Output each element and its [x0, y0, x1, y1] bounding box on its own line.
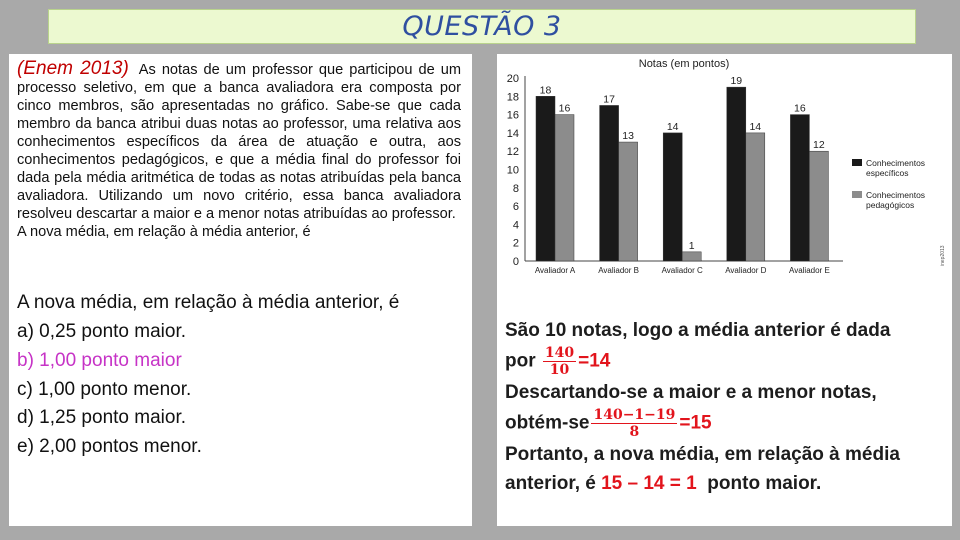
page-title: QUESTÃO 3 — [402, 11, 562, 42]
solution-line-3: Descartando-se a maior e a menor notas, — [505, 382, 877, 403]
bar-especificos — [727, 87, 746, 261]
solution-line-1: São 10 notas, logo a média anterior é dada — [505, 320, 891, 341]
legend-swatch — [852, 159, 862, 166]
data-label: 19 — [730, 75, 743, 88]
option-b-correct: b) 1,00 ponto maior — [17, 349, 182, 371]
data-label: 18 — [539, 84, 552, 97]
fraction-mean-new — [591, 407, 677, 440]
bar-chart — [497, 54, 952, 284]
solution-panel — [497, 54, 952, 526]
option-c: c) 1,00 ponto menor. — [17, 378, 192, 400]
legend-label: Conhecimentos — [866, 158, 926, 168]
solution-obtem: obtém-se — [505, 412, 590, 434]
data-label: 14 — [666, 120, 679, 133]
bar-pedagogicos — [555, 115, 574, 261]
data-label: 12 — [813, 139, 825, 152]
bar-especificos — [663, 133, 682, 261]
solution-por: por — [505, 350, 536, 372]
option-d: d) 1,25 ponto maior. — [17, 407, 186, 429]
option-e: e) 2,00 pontos menor. — [17, 436, 202, 458]
x-tick-label: Avaliador E — [789, 266, 830, 275]
solution-line-2 — [505, 345, 950, 378]
title-banner — [48, 9, 916, 44]
solution-line-5: Portanto, a nova média, em relação à média — [505, 444, 900, 465]
bar-pedagogicos — [809, 151, 828, 261]
y-tick-label: 10 — [506, 164, 519, 177]
chart-title: Notas (em pontos) — [638, 58, 730, 70]
solution-line-6 — [505, 469, 950, 498]
mean-old-result: =14 — [578, 350, 611, 372]
x-tick-label: Avaliador C — [661, 266, 703, 275]
question-text — [17, 60, 461, 241]
y-tick-label: 4 — [512, 219, 519, 232]
y-tick-label: 0 — [512, 256, 519, 268]
y-tick-label: 16 — [506, 109, 519, 122]
mean-new-result: =15 — [679, 412, 712, 434]
answer-options — [17, 292, 467, 462]
data-label: 13 — [622, 130, 634, 143]
bar-especificos — [536, 96, 555, 261]
legend-label: específicos — [866, 168, 909, 178]
x-tick-label: Avaliador B — [598, 266, 639, 275]
y-tick-label: 14 — [506, 127, 519, 140]
solution-anterior: anterior, é — [505, 473, 596, 494]
difference-expression: 15 – 14 = 1 — [601, 473, 697, 494]
question-panel — [9, 54, 472, 526]
bar-especificos — [790, 115, 809, 261]
x-tick-label: Avaliador A — [534, 266, 576, 275]
watermark: inep2013 — [940, 245, 946, 266]
y-tick-label: 20 — [506, 73, 519, 85]
solution-line-4 — [505, 407, 950, 440]
bar-pedagogicos — [619, 142, 638, 261]
legend-swatch — [852, 191, 862, 198]
x-tick-label: Avaliador D — [725, 266, 767, 275]
data-label: 14 — [749, 120, 762, 133]
data-label: 1 — [688, 239, 695, 252]
fraction-numerator: 140 — [544, 345, 575, 361]
data-label: 16 — [794, 102, 806, 115]
question-body: As notas de um professor que participou de um processo seletivo, em que a banca avaliadora era composta por cinco membros, são apresentadas no gráfico. Sabe-se que cada membro da banca atribui duas notas ao professor, uma relativa aos conhecimentos específicos da área de atuação e outra, aos conhecimentos pedagógicos, e que a média final do professor foi dada pela média aritmética de todas as notas atribuídas pela banca avaliadora. Utilizando um novo critério, essa banca avaliadora resolveu descartar a maior e a menor notas atribuídas ao professor. — [17, 62, 461, 222]
bar-especificos — [600, 105, 619, 261]
data-label: 16 — [558, 102, 571, 115]
fraction-mean-old — [543, 345, 576, 378]
option-a: a) 0,25 ponto maior. — [17, 321, 186, 342]
options-stem: A nova média, em relação à média anterior, é — [17, 292, 400, 313]
fraction-denominator: 10 — [549, 362, 570, 378]
y-tick-label: 18 — [506, 91, 519, 104]
question-source: (Enem 2013) — [17, 58, 129, 79]
bar-pedagogicos — [746, 133, 765, 261]
y-tick-label: 8 — [512, 182, 519, 195]
question-prompt: A nova média, em relação à média anterior, é — [17, 224, 311, 240]
data-label: 17 — [603, 93, 615, 106]
bar-pedagogicos — [682, 252, 701, 261]
fraction-denominator: 8 — [629, 424, 640, 440]
solution-text — [505, 316, 950, 498]
y-tick-label: 12 — [506, 146, 519, 159]
solution-conclusion: ponto maior. — [707, 473, 822, 494]
y-tick-label: 2 — [512, 237, 519, 250]
legend-label: Conhecimentos — [866, 190, 926, 200]
y-tick-label: 6 — [512, 201, 519, 214]
fraction-numerator: 140−1−19 — [593, 407, 676, 423]
legend-label: pedagógicos — [866, 200, 915, 210]
